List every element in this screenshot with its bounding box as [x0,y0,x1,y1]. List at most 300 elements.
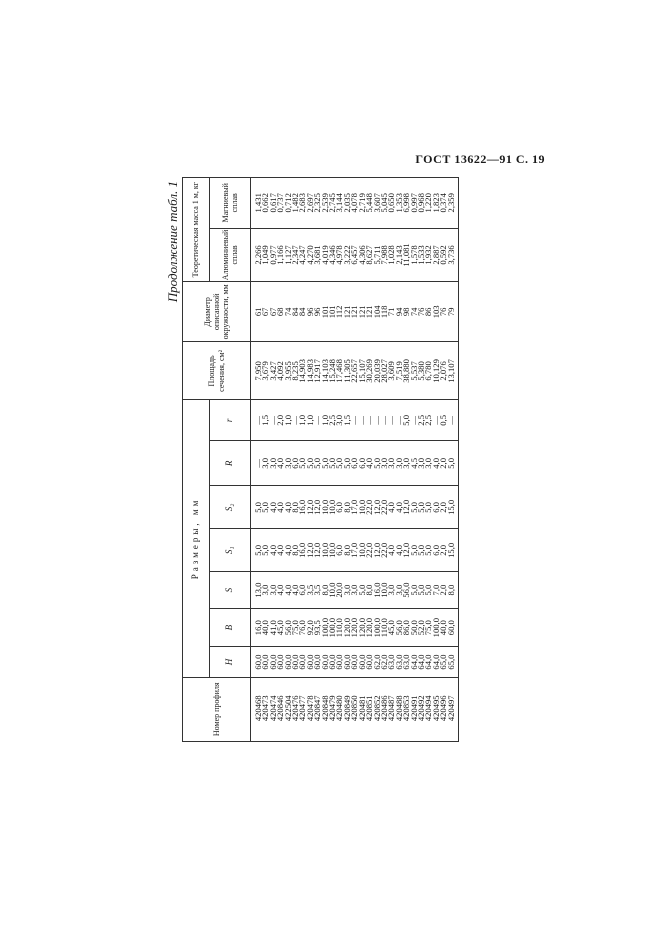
cell-r: — [366,400,373,441]
cell-r: — [396,400,403,441]
cell-area: 3,609 [388,342,395,400]
cell-S1: 22,0 [366,529,373,572]
cell-mass-magnesium: 0,737 [277,178,284,229]
cell-area: 3,679 [262,342,269,400]
cell-mass-magnesium: 3,144 [336,178,343,229]
cell-R: 3,0 [262,441,269,486]
cell-S1: 12,0 [374,529,381,572]
cell-area: 6,780 [425,342,432,400]
cell-H: 60,0 [307,647,314,677]
cell-circle-diameter: 74 [285,282,292,342]
cell-H: 63,0 [396,647,403,677]
cell-R: 3,0 [285,441,292,486]
cell-H: 62,0 [374,647,381,677]
cell-B: 100,0 [374,608,381,647]
cell-R: 3,0 [396,441,403,486]
cell-B: 45,0 [388,608,395,647]
table-caption: Продолжение табл. 1 [165,181,180,303]
cell-r: — [411,400,418,441]
cell-S1: 12,0 [307,529,314,572]
cell-circle-diameter: 112 [336,282,343,342]
cell-S1: 5,0 [425,529,432,572]
cell-R: 3,0 [388,441,395,486]
cell-R: 6,0 [351,441,358,486]
cell-area: 22,657 [351,342,358,400]
cell-B: 120,0 [351,608,358,647]
cell-B: 56,0 [285,608,292,647]
cell-mass-magnesium: 4,078 [351,178,358,229]
cell-mass-aluminum: 1,578 [411,228,418,282]
cell-B: 110,0 [381,608,388,647]
cell-R: 3,0 [425,441,432,486]
cell-S1: 10,0 [329,529,336,572]
cell-mass-aluminum: 1,049 [262,228,269,282]
profile-dimensions-table [182,177,459,742]
cell-r: 2,5 [418,400,425,441]
cell-S2: 5,0 [411,486,418,529]
cell-H: 60,0 [299,647,306,677]
cell-S: 3,0 [344,572,351,609]
cell-H: 60,0 [322,647,329,677]
cell-profile-number: 420487 [388,677,395,741]
cell-B: 56,0 [396,608,403,647]
cell-r: 2,5 [425,400,432,441]
cell-mass-magnesium: 2,719 [359,178,366,229]
cell-circle-diameter: 86 [425,282,432,342]
cell-R: 5,0 [314,441,321,486]
cell-profile-number: 420476 [292,677,299,741]
cell-area: 30,269 [366,342,373,400]
cell-profile-number: 420497 [448,677,459,741]
header-S2: S₂ [210,486,251,529]
cell-S1: 12,0 [314,529,321,572]
cell-S2: 4,0 [388,486,395,529]
cell-S: 20,0 [336,572,343,609]
cell-S: 8,0 [322,572,329,609]
cell-H: 62,0 [381,647,388,677]
cell-R: 5,0 [336,441,343,486]
cell-R: 4,0 [277,441,284,486]
cell-r: — [388,400,395,441]
cell-profile-number: 420847 [314,677,321,741]
cell-profile-number: 420850 [351,677,358,741]
cell-mass-magnesium: 1,431 [251,178,263,229]
cell-S1: 4,0 [388,529,395,572]
cell-r: 1,5 [344,400,351,441]
table-row [448,178,459,742]
cell-area: 28,027 [381,342,388,400]
cell-area: 15,248 [329,342,336,400]
cell-S2: 5,0 [418,486,425,529]
cell-profile-number: 422504 [285,677,292,741]
cell-r: 1,0 [322,400,329,441]
cell-R: 3,0 [403,441,410,486]
header-mass-group: Теоретическая масса 1 м, кг [183,178,210,282]
cell-S2: 4,0 [277,486,284,529]
cell-mass-magnesium: 1,823 [433,178,440,229]
cell-mass-magnesium: 1,353 [396,178,403,229]
cell-r: — [314,400,321,441]
cell-profile-number: 420849 [344,677,351,741]
cell-r: — [359,400,366,441]
cell-B: 93,5 [314,608,321,647]
cell-H: 60,0 [344,647,351,677]
cell-S: 13,0 [251,572,263,609]
cell-S2: 12,0 [314,486,321,529]
cell-r: 1,5 [262,400,269,441]
cell-mass-aluminum: 1,127 [285,228,292,282]
header-aluminum: Алюминиевый сплав [210,228,251,282]
cell-area: 15,107 [359,342,366,400]
cell-S1: 5,0 [262,529,269,572]
cell-area: 11,305 [344,342,351,400]
cell-S: 3,0 [388,572,395,609]
cell-S1: 4,0 [285,529,292,572]
cell-H: 64,0 [433,647,440,677]
cell-R: 5,0 [322,441,329,486]
cell-mass-aluminum: 3,736 [448,228,459,282]
cell-profile-number: 420491 [411,677,418,741]
cell-circle-diameter: 67 [270,282,277,342]
cell-r: 0,5 [440,400,447,441]
header-magnesium: Магниевый сплав [210,178,251,229]
cell-r: 2,5 [329,400,336,441]
cell-circle-diameter: 104 [374,282,381,342]
header-B: B [210,608,251,647]
cell-B: 92,0 [307,608,314,647]
cell-B: 120,0 [366,608,373,647]
cell-r: 1,0 [299,400,306,441]
cell-mass-magnesium: 2,683 [299,178,306,229]
cell-B: 100,0 [329,608,336,647]
cell-circle-diameter: 96 [314,282,321,342]
cell-R: 2,0 [440,441,447,486]
cell-B: 100,0 [322,608,329,647]
cell-H: 63,0 [403,647,410,677]
cell-S2: 5,0 [251,486,263,529]
cell-S: 6,0 [299,572,306,609]
cell-mass-aluminum: 7,988 [381,228,388,282]
cell-S2: 22,0 [381,486,388,529]
cell-circle-diameter: 76 [440,282,447,342]
cell-mass-magnesium: 0,712 [285,178,292,229]
cell-mass-aluminum: 2,347 [292,228,299,282]
cell-r: — [270,400,277,441]
cell-mass-aluminum: 4,978 [336,228,343,282]
cell-mass-aluminum: 8,627 [366,228,373,282]
cell-H: 60,0 [314,647,321,677]
cell-circle-diameter: 68 [277,282,284,342]
header-circle-diameter: Диаметр описанной окружности, мм [183,282,251,342]
cell-mass-magnesium: 0,997 [411,178,418,229]
cell-S: 3,0 [270,572,277,609]
cell-B: 16,0 [251,608,263,647]
cell-H: 60,0 [251,647,263,677]
cell-B: 40,0 [440,608,447,647]
cell-S2: 15,0 [448,486,459,529]
cell-R: 6,0 [359,441,366,486]
cell-S2: 12,0 [374,486,381,529]
cell-r: 2,0 [277,400,284,441]
cell-circle-diameter: 84 [292,282,299,342]
cell-S: 56,0 [403,572,410,609]
cell-H: 60,0 [277,647,284,677]
cell-S2: 12,0 [307,486,314,529]
cell-circle-diameter: 67 [262,282,269,342]
cell-S1: 10,0 [322,529,329,572]
cell-S1: 10,0 [359,529,366,572]
cell-area: 3,955 [285,342,292,400]
cell-S2: 6,0 [433,486,440,529]
cell-mass-magnesium: 0,650 [388,178,395,229]
cell-r: 5,0 [403,400,410,441]
cell-S1: 4,0 [396,529,403,572]
cell-S: 8,0 [448,572,459,609]
cell-B: 86,0 [403,608,410,647]
cell-H: 60,0 [262,647,269,677]
cell-profile-number: 420496 [440,677,447,741]
cell-r: — [251,400,263,441]
cell-mass-magnesium: 0,374 [440,178,447,229]
cell-area: 14,103 [322,342,329,400]
cell-profile-number: 420481 [359,677,366,741]
cell-S1: 4,0 [270,529,277,572]
cell-H: 60,0 [292,647,299,677]
cell-S2: 16,0 [299,486,306,529]
header-r: r [210,400,251,441]
cell-mass-aluminum: 2,266 [251,228,263,282]
cell-B: 40,0 [262,608,269,647]
cell-mass-magnesium: 2,697 [307,178,314,229]
cell-r: — [433,400,440,441]
cell-S2: 8,0 [292,486,299,529]
cell-profile-number: 420495 [433,677,440,741]
cell-profile-number: 420848 [322,677,329,741]
cell-mass-aluminum: 2,887 [433,228,440,282]
cell-H: 65,0 [440,647,447,677]
cell-S: 5,0 [418,572,425,609]
cell-circle-diameter: 121 [344,282,351,342]
cell-S2: 2,0 [440,486,447,529]
cell-mass-magnesium: 0,617 [270,178,277,229]
cell-S: 5,0 [359,572,366,609]
cell-circle-diameter: 121 [366,282,373,342]
cell-S: 5,0 [411,572,418,609]
cell-B: 60,0 [448,608,459,647]
cell-R: 3,0 [270,441,277,486]
cell-H: 64,0 [418,647,425,677]
cell-R: 5,0 [344,441,351,486]
cell-B: 45,0 [277,608,284,647]
cell-mass-aluminum: 1,533 [418,228,425,282]
cell-circle-diameter: 76 [418,282,425,342]
cell-circle-diameter: 118 [381,282,388,342]
cell-mass-aluminum: 0,977 [270,228,277,282]
cell-R: 6,0 [292,441,299,486]
cell-S1: 22,0 [381,529,388,572]
cell-circle-diameter: 101 [329,282,336,342]
cell-circle-diameter: 96 [307,282,314,342]
cell-mass-aluminum: 4,306 [359,228,366,282]
cell-H: 65,0 [448,647,459,677]
cell-B: 52,0 [418,608,425,647]
cell-r: — [374,400,381,441]
cell-S: 8,0 [366,572,373,609]
cell-profile-number: 420488 [396,677,403,741]
cell-mass-magnesium: 0,662 [262,178,269,229]
cell-r: — [351,400,358,441]
cell-mass-magnesium: 2,745 [329,178,336,229]
cell-S: 3,0 [351,572,358,609]
cell-S1: 6,0 [336,529,343,572]
cell-mass-aluminum: 1,166 [277,228,284,282]
cell-R: 4,5 [411,441,418,486]
cell-H: 64,0 [425,647,432,677]
cell-B: 120,0 [344,608,351,647]
cell-profile-number: 420852 [374,677,381,741]
cell-S1: 5,0 [251,529,263,572]
header-S: S [210,572,251,609]
cell-S: 4,0 [277,572,284,609]
header-profile-number: Номер профиля [183,677,251,741]
cell-mass-magnesium: 1,220 [425,178,432,229]
cell-S2: 17,0 [351,486,358,529]
cell-S2: 5,0 [262,486,269,529]
cell-S1: 8,0 [344,529,351,572]
cell-S: 3,5 [307,572,314,609]
cell-area: 4,092 [277,342,284,400]
cell-mass-magnesium: 3,607 [374,178,381,229]
cell-S: 3,0 [396,572,403,609]
cell-R: 3,0 [381,441,388,486]
cell-mass-magnesium: 6,998 [403,178,410,229]
cell-S: 3,0 [262,572,269,609]
cell-r: — [381,400,388,441]
cell-mass-magnesium: 2,325 [314,178,321,229]
cell-B: 76,0 [299,608,306,647]
cell-B: 75,0 [292,608,299,647]
cell-r: — [448,400,459,441]
cell-S1: 5,0 [418,529,425,572]
cell-mass-aluminum: 5,711 [374,228,381,282]
cell-circle-diameter: 121 [359,282,366,342]
cell-S1: 4,0 [277,529,284,572]
cell-S2: 10,0 [329,486,336,529]
cell-R: 5,0 [307,441,314,486]
cell-B: 110,0 [336,608,343,647]
table-body [251,178,459,742]
header-R: R [210,441,251,486]
cell-S2: 12,0 [403,486,410,529]
cell-area: 2,076 [440,342,447,400]
cell-mass-aluminum: 4,270 [307,228,314,282]
cell-area: 38,880 [403,342,410,400]
cell-area: 7,519 [396,342,403,400]
cell-S: 5,0 [425,572,432,609]
cell-H: 60,0 [359,647,366,677]
header-S1: S₁ [210,529,251,572]
cell-S1: 12,0 [403,529,410,572]
cell-S2: 5,0 [425,486,432,529]
cell-B: 75,0 [425,608,432,647]
cell-S2: 4,0 [270,486,277,529]
rotated-table-area [166,177,532,742]
table-rotation-frame [166,177,532,742]
cell-H: 60,0 [270,647,277,677]
cell-area: 5,380 [418,342,425,400]
cell-S: 10,0 [381,572,388,609]
cell-B: 120,0 [359,608,366,647]
cell-mass-aluminum: 4,019 [322,228,329,282]
cell-S1: 5,0 [411,529,418,572]
cell-S1: 16,0 [299,529,306,572]
cell-S: 4,0 [292,572,299,609]
header-H: H [210,647,251,677]
cell-R: 4,0 [433,441,440,486]
cell-r: 1,0 [285,400,292,441]
cell-S2: 22,0 [366,486,373,529]
cell-H: 60,0 [285,647,292,677]
cell-mass-aluminum: 6,457 [351,228,358,282]
cell-S2: 4,0 [285,486,292,529]
cell-profile-number: 420479 [329,677,336,741]
cell-R: 3,0 [418,441,425,486]
cell-circle-diameter: 94 [396,282,403,342]
cell-S: 7,0 [433,572,440,609]
cell-area: 12,917 [314,342,321,400]
cell-profile-number: 420853 [403,677,410,741]
cell-B: 50,0 [411,608,418,647]
cell-B: 41,0 [270,608,277,647]
cell-area: 5,537 [411,342,418,400]
cell-r: — [292,400,299,441]
cell-area: 14,983 [307,342,314,400]
cell-area: 8,235 [292,342,299,400]
cell-R: — [251,441,263,486]
cell-mass-magnesium: 2,539 [322,178,329,229]
cell-H: 60,0 [351,647,358,677]
cell-circle-diameter: 101 [322,282,329,342]
cell-mass-aluminum: 4,346 [329,228,336,282]
cell-circle-diameter: 61 [251,282,263,342]
cell-H: 60,0 [366,647,373,677]
cell-S: 10,0 [329,572,336,609]
cell-area: 3,427 [270,342,277,400]
cell-mass-aluminum: 0,592 [440,228,447,282]
cell-mass-magnesium: 5,045 [381,178,388,229]
cell-mass-aluminum: 1,932 [425,228,432,282]
cell-area: 10,129 [433,342,440,400]
cell-profile-number: 420473 [262,677,269,741]
cell-mass-magnesium: 1,482 [292,178,299,229]
cell-mass-magnesium: 0,968 [418,178,425,229]
cell-S: 2,0 [440,572,447,609]
cell-mass-magnesium: 2,359 [448,178,459,229]
cell-area: 20,039 [374,342,381,400]
header-dimensions-group: Размеры, мм [183,400,210,677]
cell-profile-number: 420492 [418,677,425,741]
cell-R: 5,0 [448,441,459,486]
cell-circle-diameter: 79 [448,282,459,342]
cell-S1: 2,0 [440,529,447,572]
cell-circle-diameter: 84 [299,282,306,342]
cell-S: 16,0 [374,572,381,609]
page-reference: ГОСТ 13622—91 С. 19 [415,152,545,166]
cell-profile-number: 420494 [425,677,432,741]
cell-profile-number: 420474 [270,677,277,741]
cell-S2: 4,0 [396,486,403,529]
cell-mass-magnesium: 5,448 [366,178,373,229]
